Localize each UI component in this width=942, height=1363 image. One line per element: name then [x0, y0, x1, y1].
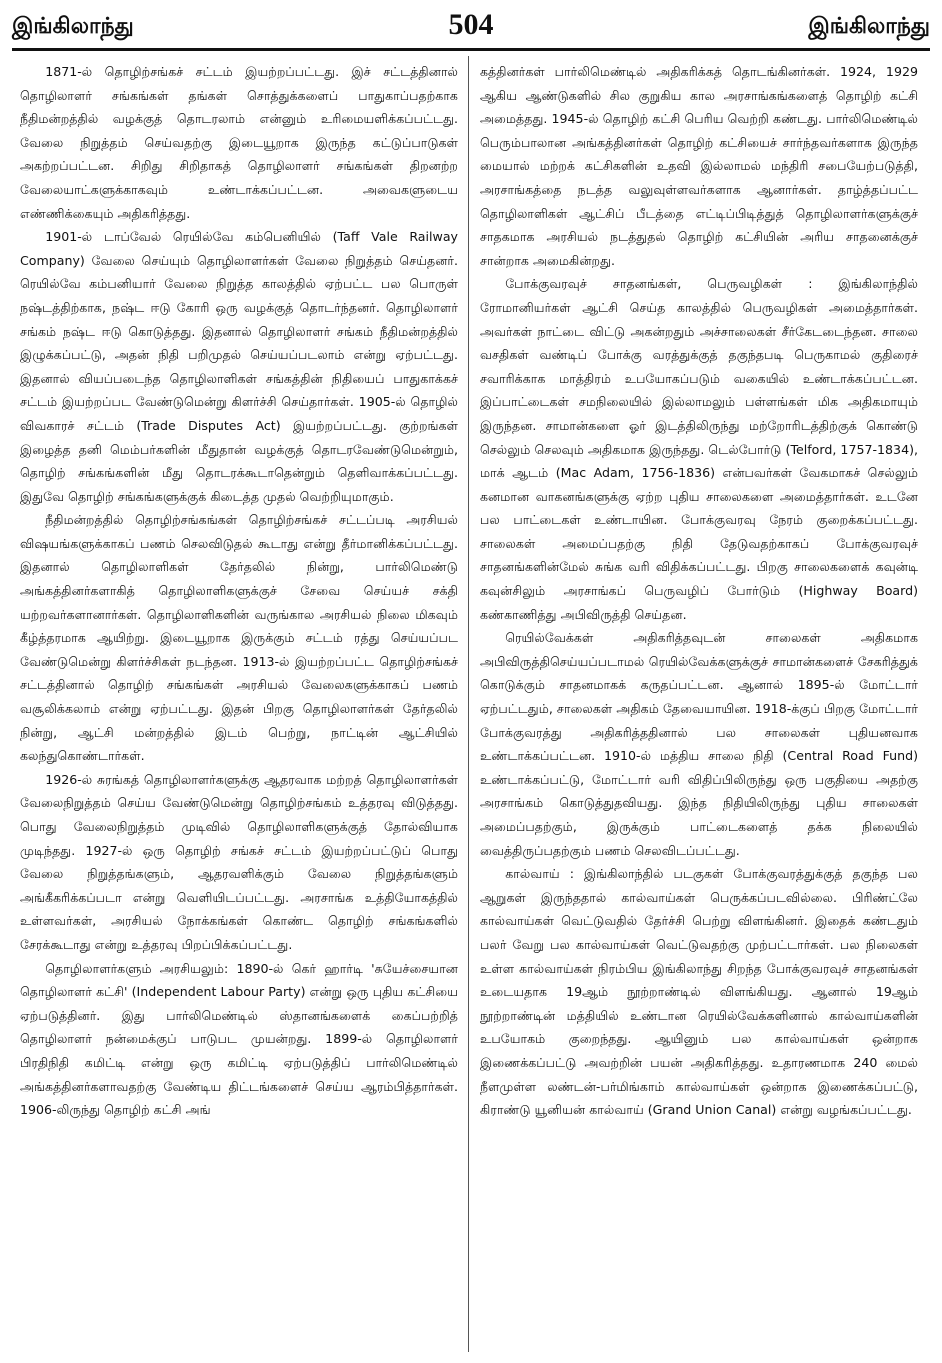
header-rule [12, 48, 930, 51]
paragraph-labour-and-politics: தொழிலாளர்களும் அரசியலும்: 1890-ல் கெர் ஹார்டி 'சுயேச்சையான தொழிலாளர் கட்சி' (Independent Labour Party) என்று ஒரு புதிய கட்சியை ஏற்படுத்தினர். இது பார்லிமெண்டில் ஸ்தானங்களைக் கைப்பற்றித் தொழிலாளர் நன்மைக்குப் பாடுபட முயன்றது. 1899-ல் தொழிலாளர் பிரதிநிதி கமிட்டி என்று ஒரு கமிட்டி ஏற்படுத்திப் பார்லிமெண்டில் அங்கத்தினர்களாவதற்கு வேண்டிய திட்டங்களைச் செய்ய ஆரம்பித்தார்கள். 1906-லிருந்து தொழிற் கட்சி அங் [20, 960, 458, 1118]
page-number: 504 [448, 8, 494, 41]
paragraph-trade-union-act-1871: 1871-ல் தொழிற்சங்கச் சட்டம் இயற்றப்பட்டது. இச் சட்டத்தினால் தொழிலாளர் சங்கங்கள் தங்கள் சொத்துக்களைப் பாதுகாப்பதற்காக நீதிமன்றத்தில் வழக்குத் தொடரலாம் என்னும் உரிமையளிக்கப்பட்டது. வேலை நிறுத்தம் செய்வதற்கு இடையூறாக இருந்த கட்டுப்பாடுகள் அகற்றப்பட்டன. சிறிது சிறிதாகத் தொழிலாளர் சங்கங்கள் திறனற்ற வேலையாட்களுக்காகவும் உண்டாக்கப்பட்டன. அவைகளுடைய எண்ணிக்கையும் அதிகரித்தது. [20, 64, 458, 221]
running-title-left: இங்கிலாந்து [12, 14, 134, 39]
column-divider [468, 56, 469, 1352]
paragraph-general-strike-1926: 1926-ல் சுரங்கத் தொழிலாளர்களுக்கு ஆதரவாக மற்றத் தொழிலாளர்கள் வேலைநிறுத்தம் செய்ய வேண்டுமென்று தொழிற்சங்கம் உத்தரவு விடுத்தது. பொது வேலைநிறுத்தம் முடிவில் தொழிலாளிகளுக்குத் தோல்வியாக முடிந்தது. 1927-ல் ஒரு தொழிற் சங்கச் சட்டம் இயற்றப்பட்டுப் பொது வேலை நிறுத்தங்களும், ஆதரவளிக்கும் வேலை நிறுத்தங்களும் அங்கீகரிக்கப்படா என்று வெளியிடப்பட்டது. அரசாங்க உத்தியோகத்தில் உள்ளவர்கள், அரசியல் நோக்கங்கள் கொண்ட தொழிற் சங்கங்களில் சேரக்கூடாது என்று உத்தரவு பிறப்பிக்கப்பட்டது. [20, 771, 458, 952]
paragraph-labour-government: கத்தினர்கள் பார்லிமெண்டில் அதிகரிக்கத் தொடங்கினர்கள். 1924, 1929 ஆகிய ஆண்டுகளில் சில குறுகிய கால அரசாங்கங்களைத் தொழிற் கட்சி அமைத்தது. 1945-ல் தொழிற் கட்சி பெரிய வெற்றி கண்டது. பார்லிமெண்டில் பெரும்பாலான அங்கத்தினர்கள் தொழிற் கட்சியைச் சார்ந்தவர்களாக இருந்த மையால் மற்றக் கட்சிகளின் உதவி இல்லாமல் மந்திரி சபையேற்படுத்தி, அரசாங்கத்தை நடத்த வலுவுள்ளவர்களாக ஆனார்கள். தாழ்த்தப்பட்ட தொழிலாளிகள் ஆட்சிப் பீடத்தை எட்டிப்பிடித்துத் தொழிலாளர்களுக்குச் சாதகமாக அரசியல் நடத்துதல் தொழிற் கட்சியின் அரிய சாதனைக்குச் சான்றாக அமைகின்றது. [480, 64, 918, 268]
paragraph-roads: போக்குவரவுச் சாதனங்கள், பெருவழிகள் : இங்கிலாந்தில் ரோமானியர்கள் ஆட்சி செய்த காலத்தில் பெருவழிகள் அமைத்தார்கள். அவர்கள் நாட்டை விட்டு அகன்றதும் அச்சாலைகள் சீர்கேடடைந்தன. சாலை வசதிகள் வண்டிப் போக்கு வரத்துக்குத் தகுந்தபடி பெருகாமல் குதிரைச் சவாரிக்காக மாத்திரம் உபயோகப்படும் வகையில் உண்டாக்கப்பட்டன. இப்பாட்டைகள் சமநிலையில் இல்லாமலும் பள்ளங்கள் மிக அதிகமாயும் இருந்தன. சாமான்களை ஓர் இடத்திலிருந்து மற்றோரிடத்திற்குக் கொண்டு செல்லும் செலவும் அதிகமாக இருந்தது. டெல்போர்டு (Telford, 1757-1834), மாக் ஆடம் (Mac Adam, 1756-1836) என்பவர்கள் வேகமாகச் செல்லும் கனமான வாகனங்களுக்கு ஏற்ற புதிய சாலைகளை அமைத்தார்கள். உடனே பல பாட்டைகள் உண்டாயின. போக்குவரவு நேரம் குறைக்கப்பட்டது. சாலைகள் அமைப்பதற்கு நிதி தேடுவதற்காகப் போக்குவரவுச் சாதனங்களின்மேல் சுங்க வரி விதிக்கப்பட்டது. பிறகு சாலைகளைக் கவுன்டி கவுன்சிலும் அரசாங்கப் பெருவழிப் போர்டும் (Highway Board) கண்காணித்து அபிவிருத்தி செய்தன. [480, 276, 918, 622]
page-header [12, 8, 930, 44]
running-title-right: இங்கிலாந்து [808, 14, 930, 39]
paragraph-political-funds: நீதிமன்றத்தில் தொழிற்சங்கங்கள் தொழிற்சங்கச் சட்டப்படி அரசியல் விஷயங்களுக்காகப் பணம் செலவிடுதல் கூடாது என்று தீர்மானிக்கப்பட்டது. இதனால் தொழிலாளிகள் தேர்தலில் நின்று, பார்லிமெண்டு அங்கத்தினர்களாகித் தொழிலாளிகளுக்குச் சேவை செய்யச் சக்தி யற்றவர்களானார்கள். தொழிலாளிகளின் வருங்கால அரசியல் நிலை மிகவும் கீழ்த்தரமாக ஆயிற்று. இடையூறாக இருக்கும் சட்டம் ரத்து செய்யப்பட வேண்டுமென்று கிளர்ச்சிகள் நடந்தன. 1913-ல் இயற்றப்பட்ட தொழிற்சங்கச் சட்டத்தினால் தொழிற் சங்கங்கள் அரசியல் வேலைகளுக்காகப் பணம் வசூலிக்கலாம் என்று ஏற்பட்டது. இதன் பிறகு தொழிலாளர்கள் தேர்தலில் நின்று, ஆட்சி மன்றத்தில் இடம் பெற்று, நாட்டின் ஆட்சியில் கலந்துகொண்டார்கள். [20, 512, 458, 764]
paragraph-canals: கால்வாய் : இங்கிலாந்தில் படகுகள் போக்குவரத்துக்குத் தகுந்த பல ஆறுகள் இருந்ததால் கால்வாய்கள் பெருக்கப்படவில்லை. பிரிண்ட்லே கால்வாய்கள் வெட்டுவதில் தேர்ச்சி பெற்று விளங்கினர். இதைக் கண்டதும் பலர் வேறு பல கால்வாய்கள் வெட்டுவதற்கு முற்பட்டார்கள். பல நிலைகள் உள்ள கால்வாய்கள் நிரம்பிய இங்கிலாந்து சிறந்த போக்குவரவுச் சாதனங்கள் உடையதாக 19ஆம் நூற்றாண்டில் விளங்கியது. ஆனால் 19ஆம் நூற்றாண்டின் மத்தியில் உண்டான ரெயில்வேக்களினால் கால்வாய்களின் உபயோகம் குறைந்தது. ஆயினும் பல கால்வாய்கள் ஒன்றாக இணைக்கப்பட்டு அவற்றின் பயன் அதிகரித்தது. உதாரணமாக 240 மைல் நீளமுள்ள லண்டன்-பர்மிங்காம் கால்வாய்கள் ஒன்றாக இணைக்கப்பட்டு, கிராண்டு யூனியன் கால்வாய் (Grand Union Canal) என்று வழங்கப்பட்டது. [480, 866, 918, 1118]
left-column [20, 60, 458, 1350]
right-column [480, 60, 918, 1350]
paragraph-motor-roads: ரெயில்வேக்கள் அதிகரித்தவுடன் சாலைகள் அதிகமாக அபிவிருத்திசெய்யப்படாமல் ரெயில்வேக்களுக்குச் சாமான்களைச் சேகரித்துக் கொடுக்கும் சாதனமாகக் கருதப்பட்டன. ஆனால் 1895-ல் மோட்டார் ஏற்பட்டதும், சாலைகள் அதிகம் தேவையாயின. 1918-க்குப் பிறகு மோட்டார் போக்குவரத்து அதிகரித்ததினால் பல சாலைகள் புதியனவாக உண்டாக்கப்பட்டன. 1910-ல் மத்திய சாலை நிதி (Central Road Fund) உண்டாக்கப்பட்டு, மோட்டார் வரி விதிப்பிலிருந்து ஒரு பகுதியை அதற்கு அரசாங்கம் கொடுத்துதவியது. இந்த நிதியிலிருந்து புதிய சாலைகள் அமைப்பதற்கும், இருக்கும் பாட்டைகளைத் தக்க நிலையில் வைத்திருப்பதற்கும் பணம் செலவிடப்பட்டது. [480, 630, 918, 858]
paragraph-taff-vale: 1901-ல் டாப்வேல் ரெயில்வே கம்பெனியில் (Taff Vale Railway Company) வேலை செய்யும் தொழிலாளர்கள் வேலை நிறுத்தம் செய்தனர். ரெயில்வே கம்பனியார் வேலை நிறுத்த காலத்தில் ஏற்பட்ட பல பொருள் நஷ்டத்திற்காக, நஷ்ட ஈடு கோரி ஒரு வழக்குத் தொடர்ந்தனர். தொழிலாளர் சங்கம் நஷ்ட ஈடு கொடுத்தது. இதனால் தொழிலாளர் சங்கம் நீதிமன்றத்தில் இழுக்கப்பட்டு, அதன் நிதி பறிமுதல் செய்யப்படலாம் என்று ஏற்பட்டது. இதனால் வியப்படைந்த தொழிலாளிகள் சங்கத்தின் நிதியைப் பாதுகாக்கச் சட்டம் இயற்றப்பட வேண்டுமென்று கிளர்ச்சி செய்தார்கள். 1905-ல் தொழில் விவகாரச் சட்டம் (Trade Disputes Act) இயற்றப்பட்டது. குற்றங்கள் இழைத்த தனி மெம்பர்களின் மீதுதான் வழக்குத் தொடரவேண்டுமென்றும், தொழிற் சங்கங்களின் மீது தொடரக்கூடாதென்றும் தெளிவாக்கப்பட்டது. இதுவே தொழிற் சங்கங்களுக்குக் கிடைத்த முதல் வெற்றியுமாகும். [20, 229, 458, 504]
